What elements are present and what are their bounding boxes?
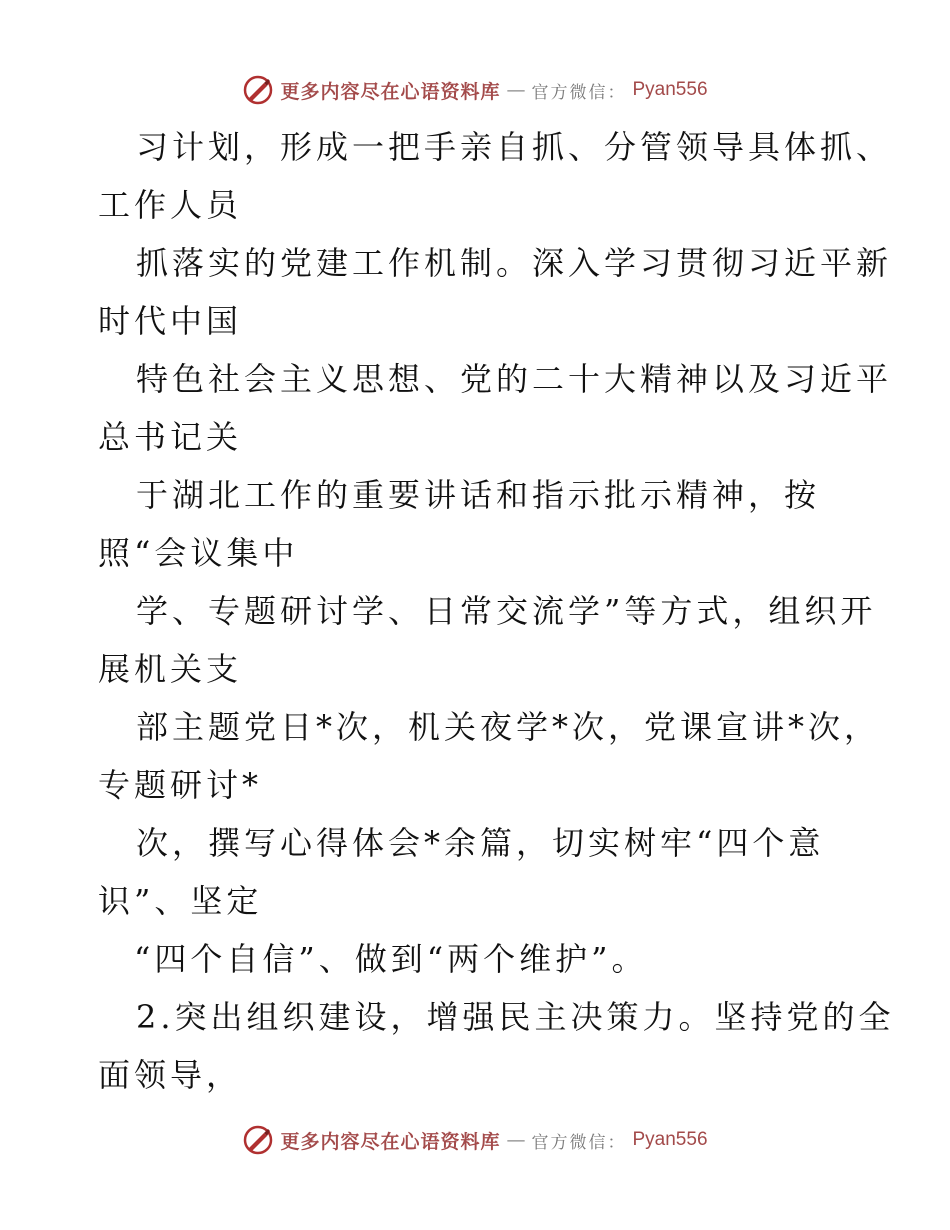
pen-logo-icon bbox=[242, 74, 274, 106]
body-line: 识”、坚定 bbox=[98, 882, 263, 920]
header-watermark bbox=[0, 72, 950, 108]
body-line: 展机关支 bbox=[98, 650, 243, 688]
body-line: “四个自信”、做到“两个维护”。 bbox=[134, 940, 648, 978]
watermark-separator: — bbox=[506, 1129, 526, 1151]
body-line: 照“会议集中 bbox=[98, 534, 299, 572]
footer-watermark bbox=[0, 1122, 950, 1158]
watermark-wechat-label: 官方微信： bbox=[531, 82, 627, 103]
body-line: 特色社会主义思想、党的二十大精神以及习近平 bbox=[136, 360, 893, 398]
body-line: 工作人员 bbox=[98, 186, 243, 224]
body-line: 学、专题研讨学、日常交流学”等方式，组织开 bbox=[136, 592, 877, 630]
watermark-site-text: 更多内容尽在心语资料库 bbox=[280, 1130, 501, 1153]
watermark-wechat-label: 官方微信： bbox=[531, 1132, 627, 1153]
document-body bbox=[98, 118, 895, 1104]
body-line: 专题研讨* bbox=[98, 766, 263, 804]
body-line: 时代中国 bbox=[98, 302, 243, 340]
body-line: 2.突出组织建设，增强民主决策力。坚持党的全 bbox=[136, 998, 895, 1036]
body-line: 总书记关 bbox=[98, 418, 243, 456]
body-line: 部主题党日*次，机关夜学*次，党课宣讲*次， bbox=[136, 708, 881, 746]
watermark-separator: — bbox=[506, 79, 526, 101]
watermark-site-text: 更多内容尽在心语资料库 bbox=[280, 80, 501, 103]
body-line: 抓落实的党建工作机制。深入学习贯彻习近平新 bbox=[136, 244, 893, 282]
watermark-wechat-id: Pyan556 bbox=[632, 79, 708, 100]
pen-logo-icon bbox=[242, 1124, 274, 1156]
watermark-wechat-id: Pyan556 bbox=[632, 1129, 708, 1150]
body-line: 面领导， bbox=[98, 1056, 243, 1094]
body-line: 次，撰写心得体会*余篇，切实树牢“四个意 bbox=[136, 824, 825, 862]
body-line: 习计划，形成一把手亲自抓、分管领导具体抓、 bbox=[136, 128, 893, 166]
body-line: 于湖北工作的重要讲话和指示批示精神，按 bbox=[136, 476, 821, 514]
